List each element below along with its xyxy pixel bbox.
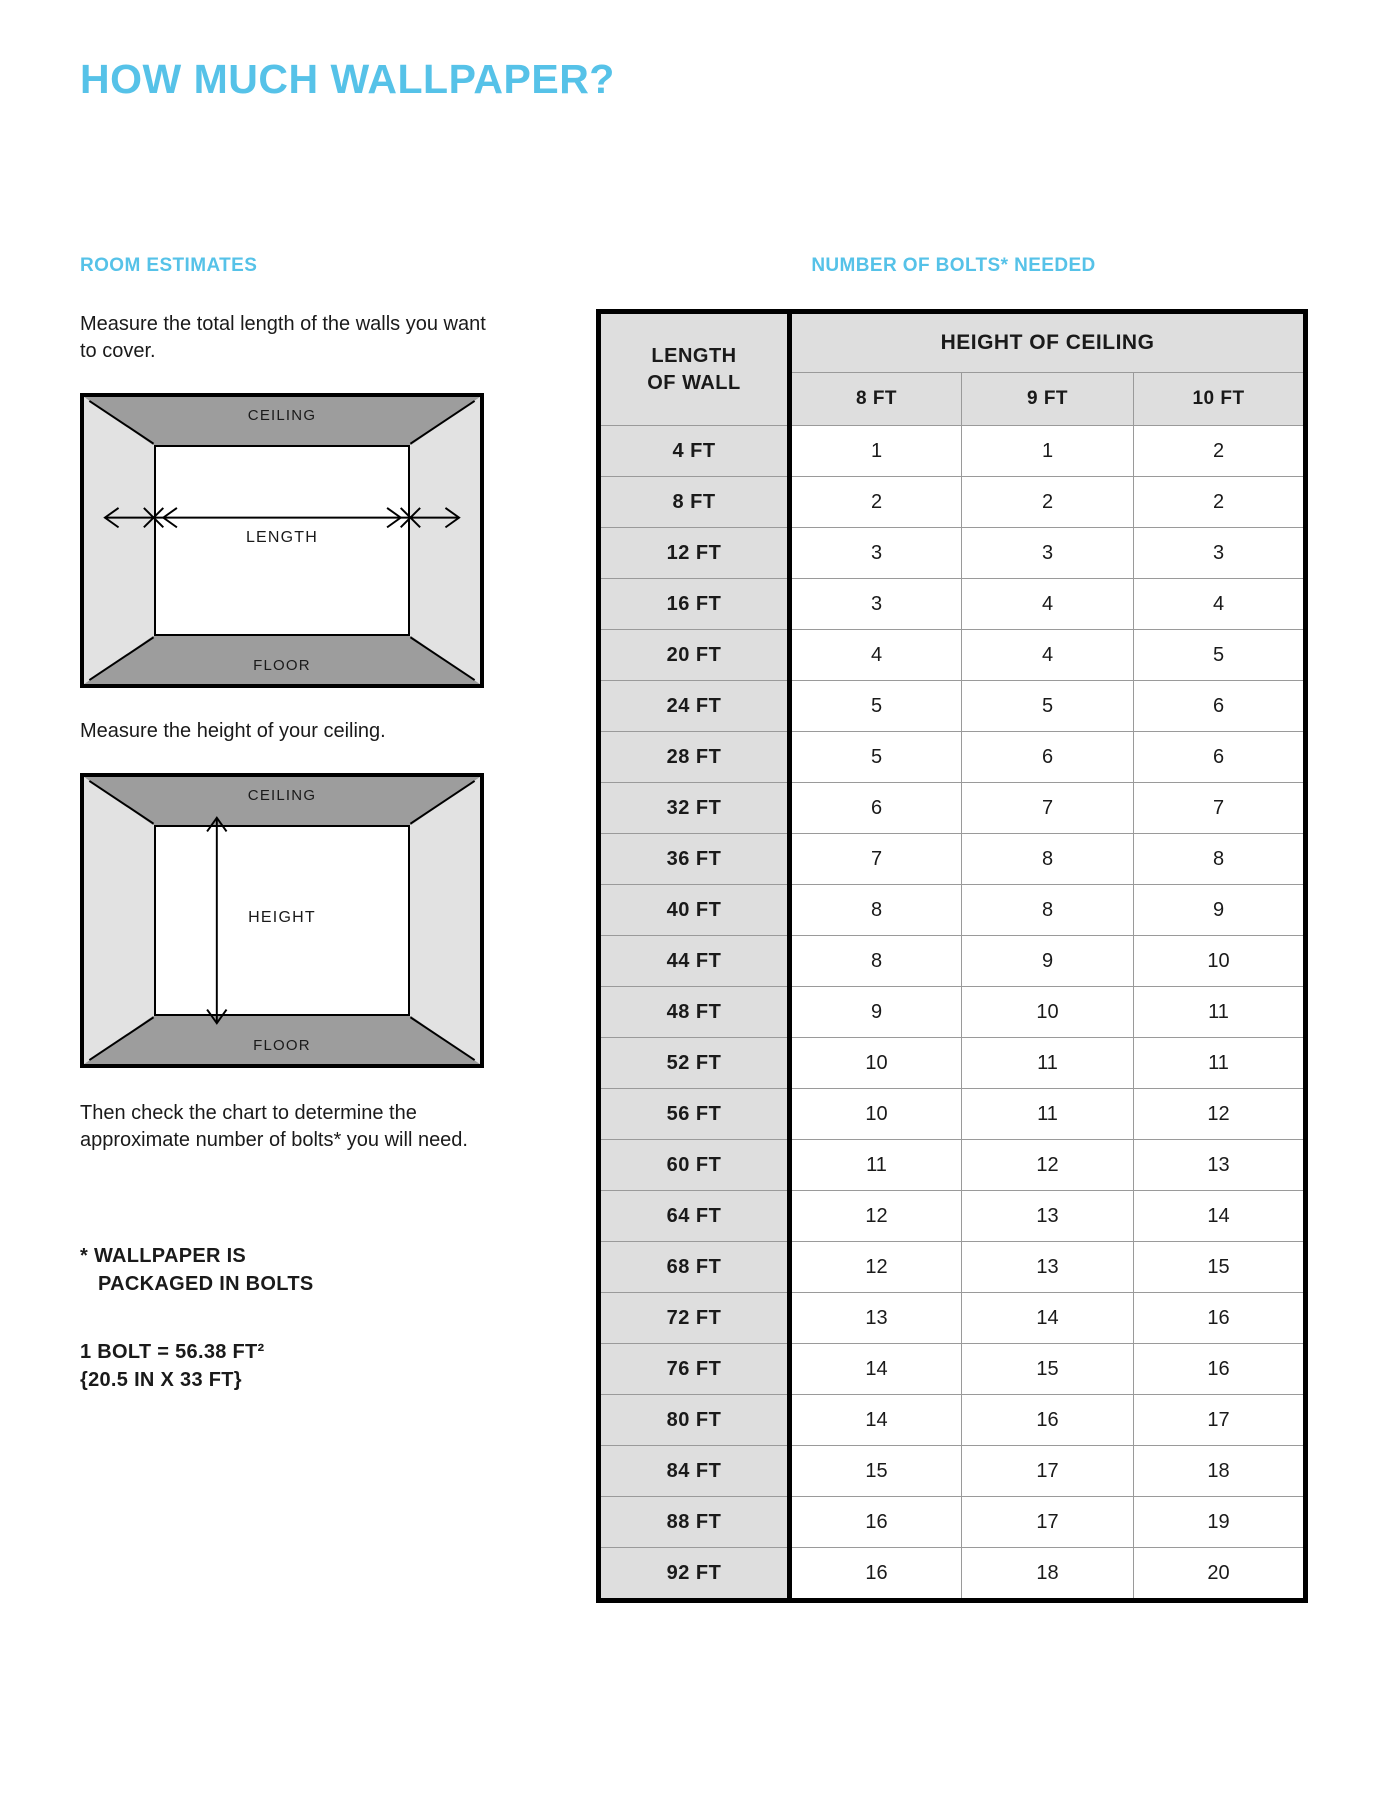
row-label: 52 FT [599, 1038, 790, 1089]
cell-9ft: 4 [962, 579, 1134, 630]
cell-8ft: 2 [790, 477, 962, 528]
table-header-row-group [599, 312, 1306, 373]
cell-9ft: 5 [962, 681, 1134, 732]
cell-8ft: 5 [790, 732, 962, 783]
table-row [599, 1446, 1306, 1497]
page-title: HOW MUCH WALLPAPER? [80, 56, 615, 102]
row-header-line-1: LENGTH [651, 344, 737, 367]
bolt-size-line-1: 1 BOLT = 56.38 FT² [80, 1341, 265, 1363]
room-estimates-column [80, 255, 500, 1394]
cell-8ft: 10 [790, 1038, 962, 1089]
row-label: 56 FT [599, 1089, 790, 1140]
row-label: 8 FT [599, 477, 790, 528]
cell-10ft: 8 [1134, 834, 1306, 885]
row-label: 12 FT [599, 528, 790, 579]
table-row [599, 1344, 1306, 1395]
cell-10ft: 7 [1134, 783, 1306, 834]
row-header-line-2: OF WALL [647, 371, 741, 394]
cell-10ft: 14 [1134, 1191, 1306, 1242]
cell-8ft: 13 [790, 1293, 962, 1344]
bolt-size-line-2: {20.5 IN X 33 FT} [80, 1369, 242, 1391]
row-label: 28 FT [599, 732, 790, 783]
cell-8ft: 3 [790, 528, 962, 579]
cell-10ft: 4 [1134, 579, 1306, 630]
cell-10ft: 6 [1134, 732, 1306, 783]
table-row [599, 936, 1306, 987]
cell-8ft: 4 [790, 630, 962, 681]
cell-10ft: 10 [1134, 936, 1306, 987]
row-label: 92 FT [599, 1548, 790, 1601]
step-1-text: Measure the total length of the walls you want to cover. [80, 313, 486, 362]
cell-9ft: 3 [962, 528, 1134, 579]
step-2-text: Measure the height of your ceiling. [80, 720, 386, 742]
cell-9ft: 18 [962, 1548, 1134, 1601]
table-row [599, 1548, 1306, 1601]
table-row [599, 426, 1306, 477]
room-diagram-length [80, 393, 484, 688]
diagram1-floor-label: FLOOR [253, 657, 311, 674]
cell-8ft: 5 [790, 681, 962, 732]
diagram1-dimension-label: LENGTH [245, 529, 319, 546]
cell-8ft: 14 [790, 1344, 962, 1395]
diagram2-floor-label: FLOOR [253, 1037, 311, 1054]
table-row [599, 1395, 1306, 1446]
column-header-8ft: 8 FT [790, 373, 962, 426]
table-row [599, 1191, 1306, 1242]
room-diagram-height [80, 773, 484, 1068]
table-row [599, 783, 1306, 834]
table-row [599, 987, 1306, 1038]
row-label: 84 FT [599, 1446, 790, 1497]
cell-10ft: 2 [1134, 426, 1306, 477]
row-label: 36 FT [599, 834, 790, 885]
cell-10ft: 3 [1134, 528, 1306, 579]
diagram1-ceiling-label: CEILING [247, 407, 317, 424]
cell-9ft: 6 [962, 732, 1134, 783]
cell-9ft: 9 [962, 936, 1134, 987]
cell-10ft: 11 [1134, 987, 1306, 1038]
cell-8ft: 1 [790, 426, 962, 477]
bolts-table-column [596, 255, 1311, 1603]
table-row [599, 1089, 1306, 1140]
table-body [599, 426, 1306, 1601]
column-header-10ft: 10 FT [1134, 373, 1306, 426]
table-row [599, 630, 1306, 681]
cell-9ft: 13 [962, 1242, 1134, 1293]
cell-10ft: 18 [1134, 1446, 1306, 1497]
row-label: 60 FT [599, 1140, 790, 1191]
cell-9ft: 4 [962, 630, 1134, 681]
cell-10ft: 17 [1134, 1395, 1306, 1446]
cell-9ft: 17 [962, 1446, 1134, 1497]
cell-9ft: 16 [962, 1395, 1134, 1446]
cell-10ft: 13 [1134, 1140, 1306, 1191]
cell-9ft: 11 [962, 1038, 1134, 1089]
row-label: 72 FT [599, 1293, 790, 1344]
cell-8ft: 9 [790, 987, 962, 1038]
row-label: 88 FT [599, 1497, 790, 1548]
row-label: 16 FT [599, 579, 790, 630]
cell-9ft: 14 [962, 1293, 1134, 1344]
footnote-line-2: PACKAGED IN BOLTS [98, 1273, 314, 1295]
cell-9ft: 12 [962, 1140, 1134, 1191]
row-label: 44 FT [599, 936, 790, 987]
table-row [599, 579, 1306, 630]
cell-10ft: 19 [1134, 1497, 1306, 1548]
diagram2-dimension-label: HEIGHT [248, 909, 316, 926]
row-label: 80 FT [599, 1395, 790, 1446]
cell-8ft: 8 [790, 885, 962, 936]
cell-10ft: 15 [1134, 1242, 1306, 1293]
table-row [599, 834, 1306, 885]
table-row [599, 1497, 1306, 1548]
cell-9ft: 8 [962, 834, 1134, 885]
cell-8ft: 10 [790, 1089, 962, 1140]
cell-9ft: 1 [962, 426, 1134, 477]
footnote-line-1: * WALLPAPER IS [80, 1245, 247, 1267]
table-row [599, 528, 1306, 579]
cell-8ft: 15 [790, 1446, 962, 1497]
table-row [599, 1038, 1306, 1089]
table-row [599, 681, 1306, 732]
table-row [599, 1293, 1306, 1344]
cell-9ft: 11 [962, 1089, 1134, 1140]
diagram2-ceiling-label: CEILING [247, 787, 317, 804]
cell-9ft: 10 [962, 987, 1134, 1038]
cell-9ft: 2 [962, 477, 1134, 528]
cell-10ft: 5 [1134, 630, 1306, 681]
cell-8ft: 16 [790, 1497, 962, 1548]
row-label: 68 FT [599, 1242, 790, 1293]
row-label: 76 FT [599, 1344, 790, 1395]
bolts-table-heading: NUMBER OF BOLTS* NEEDED [811, 255, 1096, 276]
row-label: 32 FT [599, 783, 790, 834]
cell-10ft: 2 [1134, 477, 1306, 528]
column-header-9ft: 9 FT [962, 373, 1134, 426]
cell-8ft: 8 [790, 936, 962, 987]
table-row [599, 1242, 1306, 1293]
row-header-length-of-wall [599, 312, 790, 426]
cell-8ft: 14 [790, 1395, 962, 1446]
cell-8ft: 12 [790, 1242, 962, 1293]
cell-10ft: 12 [1134, 1089, 1306, 1140]
cell-9ft: 13 [962, 1191, 1134, 1242]
cell-10ft: 11 [1134, 1038, 1306, 1089]
cell-9ft: 17 [962, 1497, 1134, 1548]
cell-10ft: 16 [1134, 1293, 1306, 1344]
cell-10ft: 6 [1134, 681, 1306, 732]
step-3-text: Then check the chart to determine the approximate number of bolts* you will need. [80, 1102, 468, 1151]
cell-10ft: 16 [1134, 1344, 1306, 1395]
row-label: 64 FT [599, 1191, 790, 1242]
room-estimates-heading: ROOM ESTIMATES [80, 255, 258, 276]
row-label: 48 FT [599, 987, 790, 1038]
table-row [599, 477, 1306, 528]
cell-8ft: 7 [790, 834, 962, 885]
table-row [599, 1140, 1306, 1191]
row-label: 20 FT [599, 630, 790, 681]
row-label: 40 FT [599, 885, 790, 936]
table-header [599, 312, 1306, 426]
cell-9ft: 7 [962, 783, 1134, 834]
cell-9ft: 15 [962, 1344, 1134, 1395]
row-label: 24 FT [599, 681, 790, 732]
cell-9ft: 8 [962, 885, 1134, 936]
cell-8ft: 3 [790, 579, 962, 630]
cell-8ft: 11 [790, 1140, 962, 1191]
cell-10ft: 20 [1134, 1548, 1306, 1601]
cell-8ft: 12 [790, 1191, 962, 1242]
table-row [599, 732, 1306, 783]
column-group-header-height-of-ceiling: HEIGHT OF CEILING [790, 312, 1306, 373]
table-row [599, 885, 1306, 936]
cell-8ft: 16 [790, 1548, 962, 1601]
cell-10ft: 9 [1134, 885, 1306, 936]
row-label: 4 FT [599, 426, 790, 477]
bolts-table [596, 309, 1308, 1603]
cell-8ft: 6 [790, 783, 962, 834]
